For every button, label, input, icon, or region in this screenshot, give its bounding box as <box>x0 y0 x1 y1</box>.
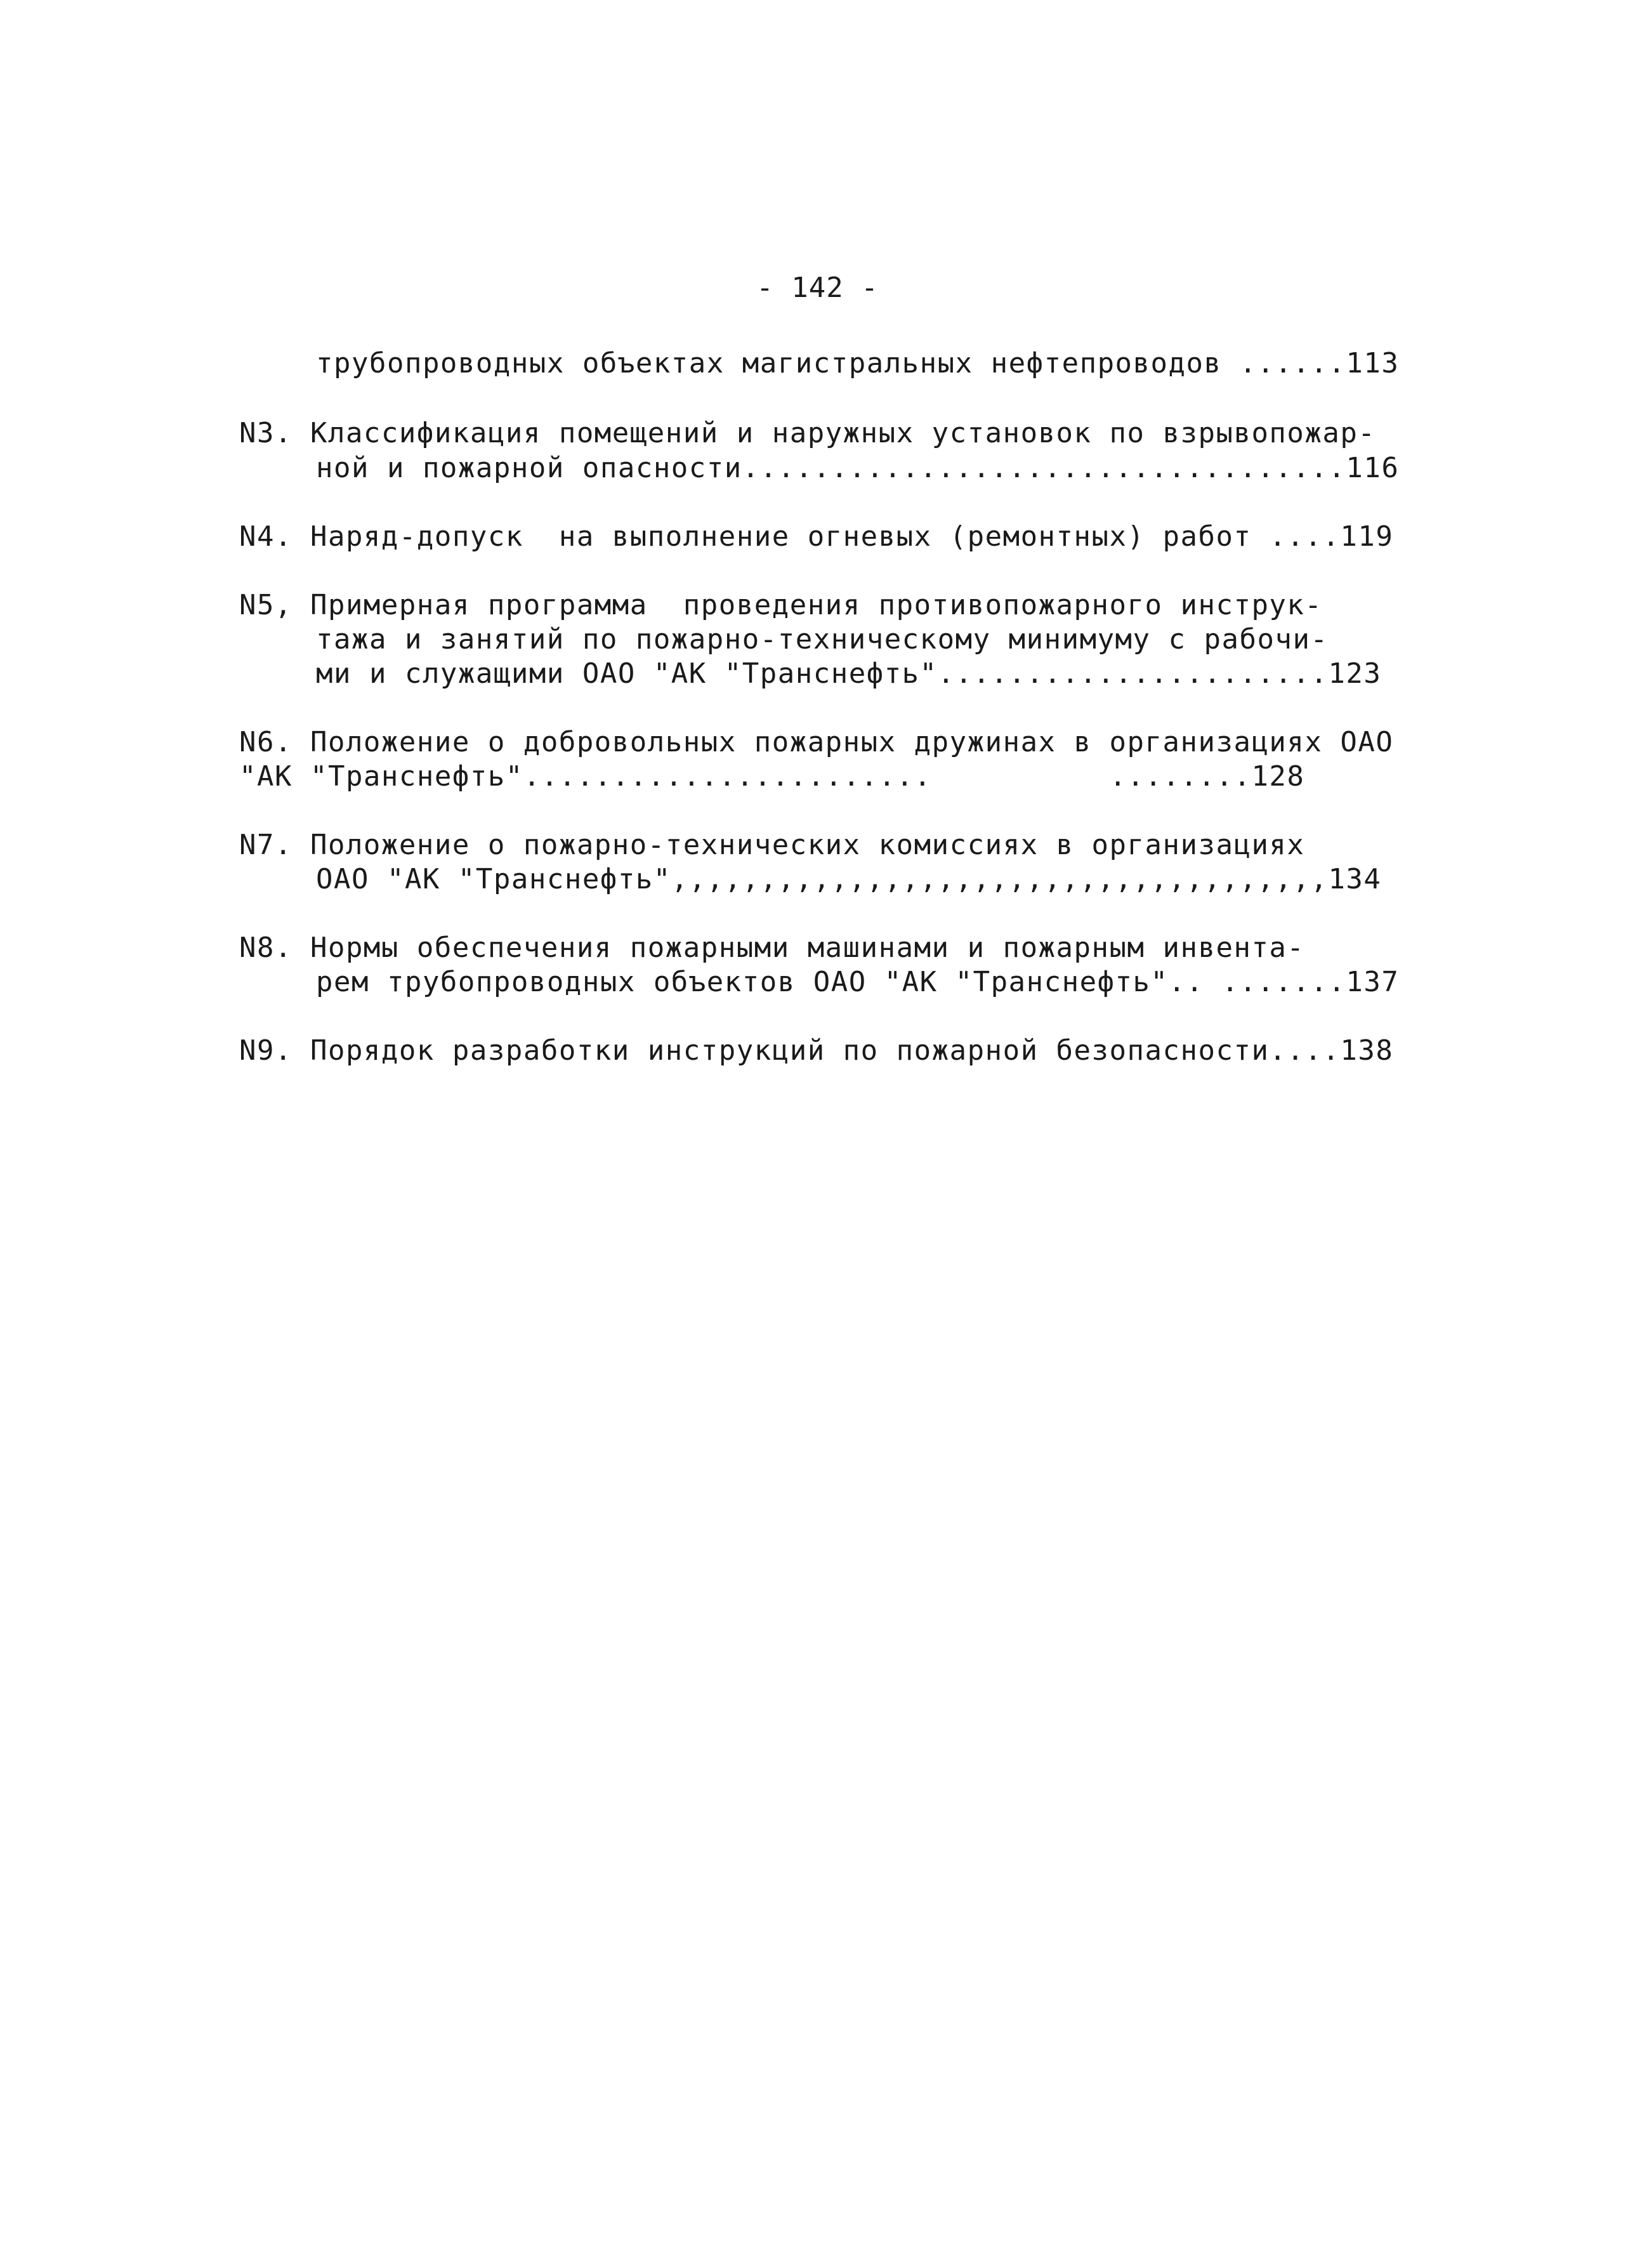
toc-entry-n5-line-2: тажа и занятий по пожарно-техническому минимуму с рабочи- <box>316 623 1329 656</box>
toc-entry-n7-line-1: N7. Положение о пожарно-технических комиссиях в организациях <box>239 829 1305 861</box>
page-number: - 142 - <box>756 272 879 304</box>
toc-entry-n6-line-1: N6. Положение о добровольных пожарных дружинах в организациях ОАО <box>239 726 1394 758</box>
toc-entry-n4-line-1: N4. Наряд-допуск на выполнение огневых (ремонтных) работ ....119 <box>239 520 1394 553</box>
toc-entry-n3-line-2: ной и пожарной опасности..................................116 <box>316 452 1400 484</box>
toc-entry-n5-line-3: ми и служащими ОАО "АК "Транснефть"......................123 <box>316 657 1382 690</box>
toc-entry-continuation-line-1: трубопроводных объектах магистральных нефтепроводов ......113 <box>316 347 1400 379</box>
toc-entry-n3-line-1: N3. Классификация помещений и наружных установок по взрывопожар- <box>239 417 1376 449</box>
toc-entry-n8-line-1: N8. Нормы обеспечения пожарными машинами и пожарным инвента- <box>239 932 1305 964</box>
toc-entry-n7-line-2: ОАО "АК "Транснефть",,,,,,,,,,,,,,,,,,,,,,,,,,,,,,,,,,,,,134 <box>316 863 1382 895</box>
toc-entry-n5-line-1: N5, Примерная программа проведения противопожарного инструк- <box>239 589 1323 621</box>
toc-entry-n8-line-2: рем трубопроводных объектов ОАО "АК "Транснефть".. .......137 <box>316 966 1400 998</box>
toc-entry-n6-line-2: "АК "Транснефть"....................... ........128 <box>239 760 1305 793</box>
toc-entry-n9-line-1: N9. Порядок разработки инструкций по пожарной безопасности....138 <box>239 1034 1394 1067</box>
